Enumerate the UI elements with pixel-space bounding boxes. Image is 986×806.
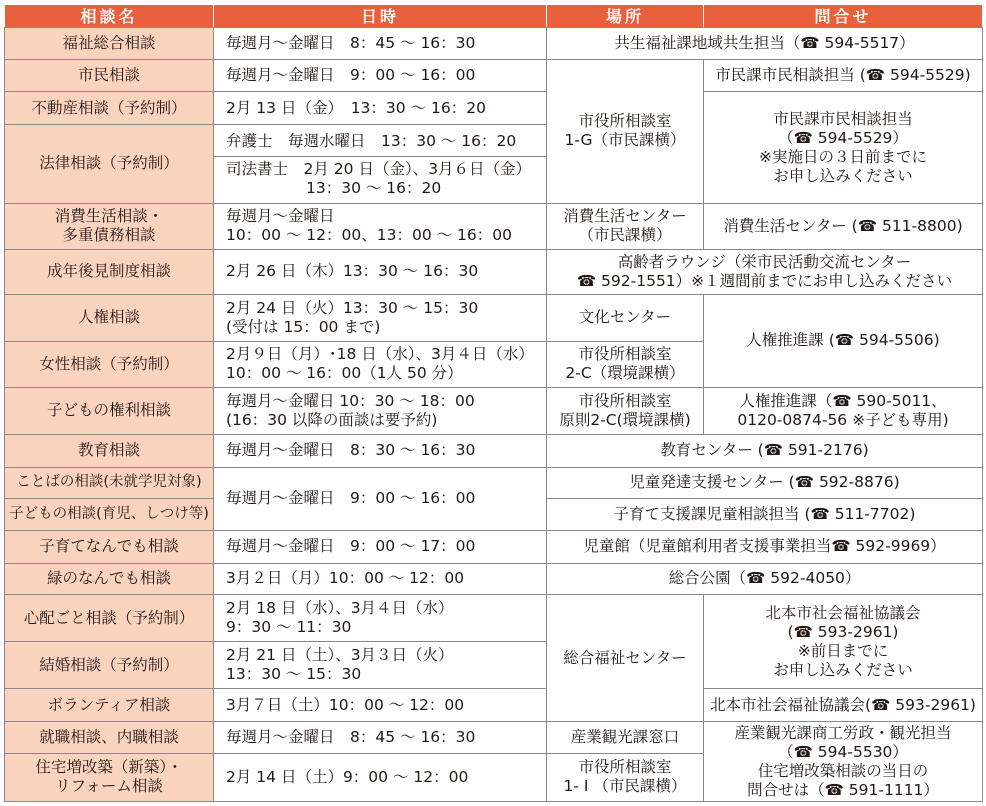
place-line: 市役所相談室 <box>578 391 672 410</box>
consult-name <box>5 753 214 801</box>
consult-name: 子どもの相談(育児、しつけ等) <box>5 499 214 531</box>
consult-place-contact: 共生福祉課地域共生担当（☎ 594-5517） <box>547 28 983 60</box>
consult-name: ボランティア相談 <box>5 689 214 722</box>
consultation-table <box>4 4 983 802</box>
consult-name: 不動産相談（予約制） <box>5 92 214 125</box>
place-line: 消費生活センター <box>563 207 687 226</box>
when-line: 2月 24 日（火）13：30 ～ 15：30 <box>226 298 479 317</box>
contact-line: （☎ 594-5530） <box>778 742 908 761</box>
when-line: (16：30 以降の面談は要予約) <box>226 410 438 429</box>
consult-when: 毎週月～金曜日 8：45 ～ 16：30 <box>214 28 547 60</box>
name-line: リフォーム相談 <box>55 777 163 796</box>
place-line: 市役所相談室 <box>578 112 672 131</box>
consult-name: 心配ごと相談（予約制） <box>5 595 214 642</box>
consult-name: 女性相談（予約制） <box>5 341 214 387</box>
table-row <box>5 294 983 341</box>
contact-line: ※実施日の３日前までに <box>759 147 927 166</box>
place-line: 市役所相談室 <box>578 758 672 777</box>
consult-name: 法律相談（予約制） <box>5 125 214 204</box>
place-line: 1-G（市民課横） <box>564 131 686 150</box>
table-row <box>5 595 983 642</box>
consult-name: 成年後見制度相談 <box>5 249 214 294</box>
table-row <box>5 434 983 467</box>
consult-when: 2月 26 日（木）13：30 ～ 16：30 <box>214 249 547 294</box>
header-name: 相談名 <box>5 5 214 28</box>
contact-line: 0120-0874-56 ※子ども専用) <box>737 410 949 429</box>
when-line: 毎週月～金曜日 <box>226 207 335 226</box>
consult-when <box>214 203 547 249</box>
consult-place: 文化センター <box>547 294 704 341</box>
consult-place-contact: 児童館（児童館利用者支援事業担当☎ 592-9969） <box>547 530 983 563</box>
name-line: 住宅増改築（新築）・ <box>35 758 183 777</box>
contact-line: (☎ 593-2961) <box>787 622 899 641</box>
consult-place-contact: 教育センター (☎ 591-2176) <box>547 434 983 467</box>
consult-name: 福祉総合相談 <box>5 28 214 60</box>
consult-contact: 消費生活センター (☎ 511-8800) <box>704 203 983 249</box>
place-line: （市民課横） <box>578 226 672 245</box>
consult-place <box>547 387 704 434</box>
contact-line: ※前日までに <box>797 641 889 660</box>
consult-name: 教育相談 <box>5 434 214 467</box>
when-line: 毎週月～金曜日 10：30 ～ 18：00 <box>226 391 475 410</box>
when-line: 9：30 ～ 11：30 <box>226 618 352 637</box>
contact-line: お申し込みください <box>773 660 913 679</box>
when-line: 司法書士 2月 20 日（金）、3月６日（金） <box>226 159 532 178</box>
place-line: 1- I （市民課横） <box>563 777 687 796</box>
table-row <box>5 28 983 60</box>
scrivener-schedule <box>214 157 546 202</box>
table-row <box>5 92 983 125</box>
consult-place-contact <box>547 249 983 294</box>
consult-when <box>214 294 547 341</box>
header-contact: 問合せ <box>704 5 983 28</box>
consult-place-contact: 総合公園（☎ 592-4050） <box>547 563 983 595</box>
consult-name <box>5 203 214 249</box>
consult-contact <box>704 722 983 802</box>
consult-when <box>214 387 547 434</box>
name-line: 消費生活相談・ <box>54 207 164 226</box>
consult-contact <box>704 92 983 203</box>
consult-when: 2月 13 日（金） 13：30 ～ 16：20 <box>214 92 547 125</box>
contact-line: 市民課市民相談担当 <box>773 109 913 128</box>
table-row <box>5 530 983 563</box>
consult-when: 毎週月～金曜日 8：30 ～ 16：30 <box>214 434 547 467</box>
place-line: 市役所相談室 <box>578 345 672 364</box>
when-line: (受付は 15：00 まで) <box>226 317 381 336</box>
when-line: 2月９日（月）･18 日（水）、3月４日（水） <box>226 345 534 364</box>
contact-line: お申し込みください <box>773 166 913 185</box>
contact-line: 住宅増改築相談の当日の <box>757 761 929 780</box>
place-line: 2-C（環境課横） <box>565 364 685 383</box>
consult-place: 産業観光課窓口 <box>547 722 704 754</box>
header-place: 場所 <box>547 5 704 28</box>
when-line: 10：00 ～ 12：00、13：00 ～ 16：00 <box>226 226 512 245</box>
contact-line: 問合せは（☎ 591-1111） <box>747 780 939 799</box>
consult-name: 結婚相談（予約制） <box>5 642 214 689</box>
consult-when: 毎週月～金曜日 9：00 ～ 17：00 <box>214 530 547 563</box>
table-row <box>5 203 983 249</box>
table-row <box>5 59 983 92</box>
header-datetime: 日時 <box>214 5 547 28</box>
consult-contact: 市民課市民相談担当 (☎ 594-5529) <box>704 59 983 92</box>
consult-name: 緑のなんでも相談 <box>5 563 214 595</box>
table-row <box>5 722 983 754</box>
consult-name: 人権相談 <box>5 294 214 341</box>
consult-name: ことばの相談(未就学児対象) <box>5 467 214 499</box>
consult-name: 子どもの権利相談 <box>5 387 214 434</box>
place-line: ☎ 592-1551）※１週間前までにお申し込みください <box>576 271 953 290</box>
when-line: 2月 21 日（土）、3月３日（火） <box>226 646 454 665</box>
consult-place: 総合福祉センター <box>547 595 704 722</box>
table-row <box>5 689 983 722</box>
consult-when <box>214 642 547 689</box>
table-row <box>5 249 983 294</box>
consult-place <box>547 203 704 249</box>
consult-when: 3月７日（土）10：00 ～ 12：00 <box>214 689 547 722</box>
name-line: 多重債務相談 <box>62 226 156 245</box>
consult-place <box>547 59 704 203</box>
consult-when <box>214 341 547 387</box>
table-row <box>5 467 983 499</box>
consult-when: 毎週月～金曜日 8：45 ～ 16：30 <box>214 722 547 754</box>
consult-place <box>547 341 704 387</box>
when-line: 10：00 ～ 16：00（1人 50 分） <box>226 364 463 383</box>
consult-contact <box>704 595 983 689</box>
consult-name: 市民相談 <box>5 59 214 92</box>
consult-when: 毎週月～金曜日 9：00 ～ 16：00 <box>214 59 547 92</box>
consult-when: 3月２日（月）10：00 ～ 12：00 <box>214 563 547 595</box>
table-row <box>5 563 983 595</box>
consult-place-contact: 児童発達支援センター (☎ 592-8876) <box>547 467 983 499</box>
consult-when: 2月 14 日（土）9：00 ～ 12：00 <box>214 753 547 801</box>
consult-when <box>214 595 547 642</box>
consult-contact <box>704 387 983 434</box>
consult-name: 子育てなんでも相談 <box>5 530 214 563</box>
when-line: 13：30 ～ 16：20 <box>306 178 442 197</box>
contact-line: （☎ 594-5529） <box>778 128 908 147</box>
place-line: 原則2-C(環境課横) <box>559 410 691 429</box>
consult-place <box>547 753 704 801</box>
header-row <box>5 5 983 28</box>
contact-line: 産業観光課商工労政・観光担当 <box>734 723 952 742</box>
consult-place-contact: 子育て支援課児童相談担当 (☎ 511-7702) <box>547 499 983 531</box>
consult-when: 毎週月～金曜日 9：00 ～ 16：00 <box>214 467 547 530</box>
consult-contact: 人権推進課 (☎ 594-5506) <box>704 294 983 387</box>
consult-contact: 北本市社会福祉協議会(☎ 593-2961) <box>704 689 983 722</box>
consult-when <box>214 125 547 204</box>
consult-name: 就職相談、内職相談 <box>5 722 214 754</box>
place-line: 高齢者ラウンジ（栄市民活動交流センター <box>617 252 912 271</box>
contact-line: 人権推進課（☎ 590-5011、 <box>739 391 947 410</box>
table-row <box>5 387 983 434</box>
when-line: 13：30 ～ 15：30 <box>226 665 362 684</box>
contact-line: 北本市社会福祉協議会 <box>765 603 921 622</box>
lawyer-schedule: 弁護士 毎週水曜日 13：30 ～ 16：20 <box>214 126 546 157</box>
when-line: 2月 18 日（水）、3月４日（水） <box>226 599 454 618</box>
